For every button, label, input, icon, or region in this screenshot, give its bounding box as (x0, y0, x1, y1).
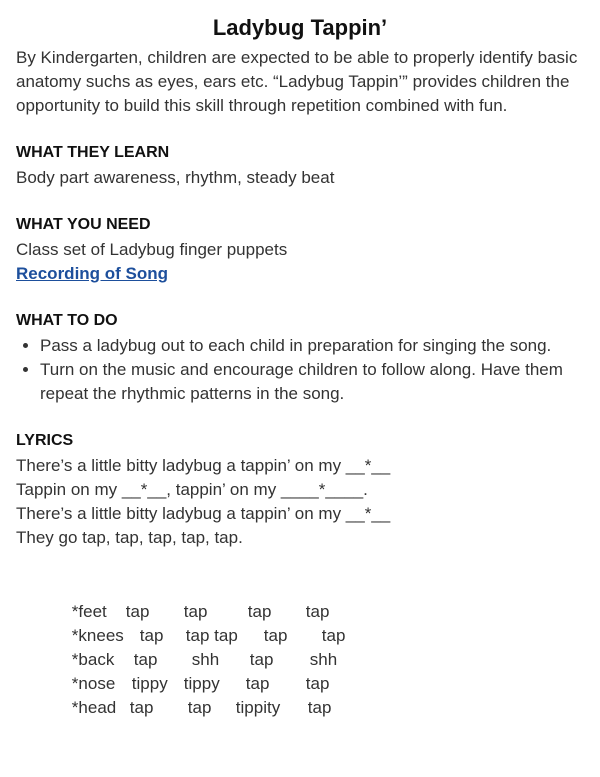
todo-step: • Pass a ladybug out to each child in preparation for singing the song. (40, 334, 584, 358)
todo-heading: WHAT TO DO (16, 312, 118, 329)
verse-beat: tap (249, 650, 274, 669)
learn-section (16, 142, 584, 190)
verse-beat: tap (125, 602, 150, 621)
lyrics-heading: LYRICS (16, 432, 74, 449)
lyrics-section (16, 430, 584, 717)
verse-beat: tap (245, 674, 270, 693)
verse-beat: tippy (131, 674, 168, 693)
verse-row (34, 576, 584, 621)
verse-beat: tap tap (185, 626, 238, 645)
verse-beat: tap (305, 602, 330, 621)
lyrics-line: Tappin on my __*__, tappin’ on my ____*____. (16, 480, 368, 499)
verse-beat: tippy (183, 674, 220, 693)
verse-beat: tap (247, 602, 272, 621)
verse-beat: shh (309, 650, 338, 669)
verse-beat: tap (139, 626, 164, 645)
verse-body-part: *back (71, 650, 115, 669)
verse-beat: tap (321, 626, 346, 645)
verse-beat: tap (305, 674, 330, 693)
todo-list (16, 334, 584, 406)
lyrics-line: There’s a little bitty ladybug a tappin’ on my __*__ (16, 456, 391, 475)
verse-table (16, 576, 584, 717)
verse-beat: tap (183, 602, 208, 621)
verse-beat: tap (129, 698, 154, 717)
verse-beat: shh (191, 650, 220, 669)
verse-beat: tippity (235, 698, 281, 717)
need-section (16, 214, 584, 286)
verse-beat: tap (133, 650, 158, 669)
verse-beat: tap (263, 626, 288, 645)
lyrics-line: There’s a little bitty ladybug a tappin’ on my __*__ (16, 504, 391, 523)
learn-heading: WHAT THEY LEARN (16, 144, 170, 161)
todo-step: • Turn on the music and encourage children to follow along. Have them repeat the rhythmic patterns in the song. (40, 358, 584, 406)
learn-text: Body part awareness, rhythm, steady beat (16, 168, 335, 187)
need-heading: WHAT YOU NEED (16, 216, 151, 233)
verse-body-part: *knees (71, 626, 124, 645)
intro-paragraph: By Kindergarten, children are expected to be able to properly identify basic anatomy suchs as eyes, ears etc. “Ladybug Tappin’” provides children the opportunity to build this skill through repetition combined with fun. (16, 48, 578, 115)
verse-beat: tap (187, 698, 212, 717)
verse-beat: tap (307, 698, 332, 717)
page-title: Ladybug Tappin’ (212, 15, 388, 40)
verse-body-part: *head (71, 698, 117, 717)
recording-link[interactable]: Recording of Song (16, 264, 169, 283)
verse-body-part: *feet (71, 602, 107, 621)
verse-body-part: *nose (71, 674, 116, 693)
lyrics-line: They go tap, tap, tap, tap, tap. (16, 528, 243, 547)
need-text: Class set of Ladybug finger puppets (16, 240, 288, 259)
todo-section (16, 310, 584, 406)
